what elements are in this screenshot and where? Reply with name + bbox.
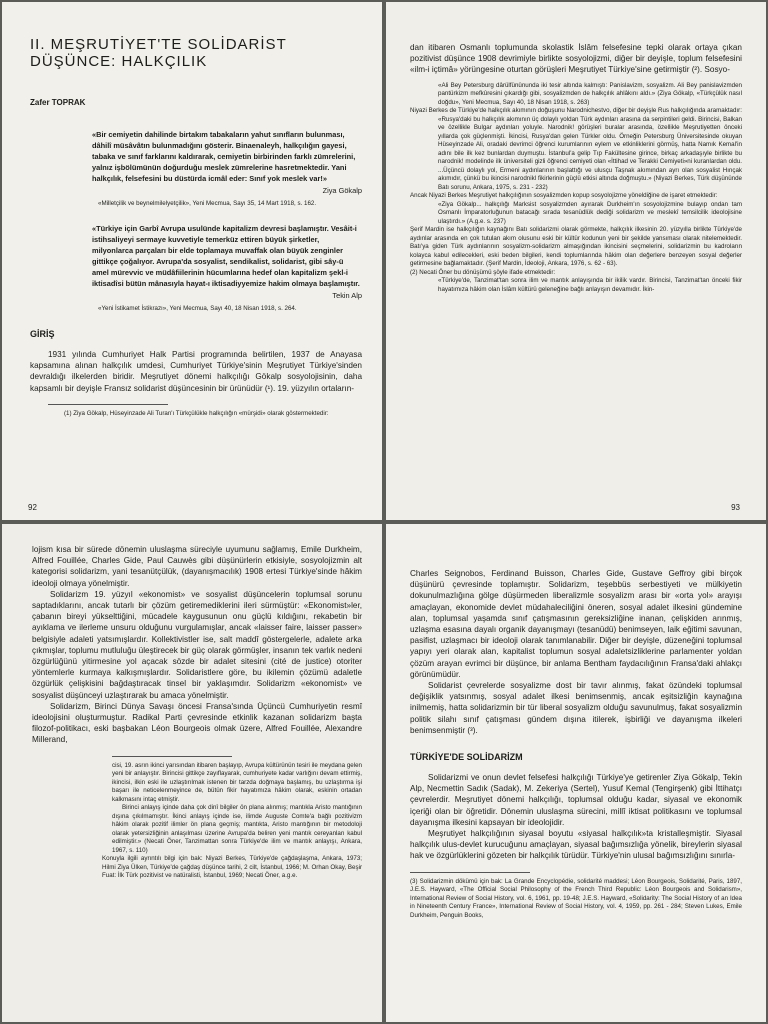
epigraph-2 (92, 223, 362, 314)
paragraph-3: Solidarizm, Birinci Dünya Savaşı öncesi Fransa'sında Üçüncü Cumhuriyetin resmî ideolojisini oluşturmuştur. Radikal Parti çevresinde etkinlik kazanan solidarizm başta filozof-politikacı, eski başbakan Léon Bourgeois olmak üzere, Alfred Fouillée, Alexandre Millerand, (32, 701, 362, 745)
epigraph-1-author: Ziya Gökalp (322, 186, 362, 195)
page-number-93: 93 (731, 503, 740, 512)
section-heading-turkiyede-solidarizm: TÜRKİYE'DE SOLİDARİZM (410, 752, 523, 763)
page-number-92: 92 (28, 503, 37, 512)
footnote-2-cont-b: Birinci anlayış içinde daha çok dinî bilgiler ön plana alınmış; mantıkla Aristo mantığının dışına çıkılmamıştır. İkinci anlayış içinde ise, ilimde Auguste Comte'a bağlı pozitivizm hâkim olarak pozitif ilimler ön plana geçmiş; mantıkta, Aristo mantığının bir metodoloji olarak yetersizliğinin anlaşılması üzerine Avrupa'da beliren yeni mantık cereyanları kabul edilmiştir.» (Necati Öner, Tanzimattan sonra Türkiye'de ilim ve mantık anlayışı, Ankara, 1967, s. 110) (112, 804, 362, 854)
chapter-title-line-2: DÜŞÜNCE: HALKÇILIK (30, 53, 208, 70)
epigraph-2-source: «Yeni İstikamet İstikrazı», Yeni Mecmua, Sayı 40, 18 Nisan 1918, s. 264. (98, 304, 297, 312)
intro-paragraph: 1931 yılında Cumhuriyet Halk Partisi programında belirtilen, 1937 de Anayasa kapsamına alınan halkçılık umdesi, Cumhuriyet Türkiye'sinin Meşrutiyet Türkiye'sinden devraldığı ilkelerden biridir. Meşrutiyet dönemi halkçılığı Gökalp sosyolojisinin, daha kapsamlı bir deyişle Fransız solidarist düşüncesinin bir ürünüdür (¹). 19. yüzyılın ortaların- (30, 350, 362, 393)
page-95 (386, 524, 766, 1022)
footnote-2-cont-a: cisi, 19. asrın ikinci yarısından itibaren başlayıp, Avrupa kültürünün tesiri ile meydana gelen yeni bir anlayıştır. Birincisi gittikçe zayıflayarak, cumhuriyete kadar varlığını devam ettirmiş, ikincisi, ilkin eski ile uzlaştırılmak istenen bir tarzda doğmaya başlamış, bu uzlaştırma işi başarı ile neticelenmeyince de, bütün fikir hayatımıza hâkim olarak, eskinin ortadan kalkmasını intaç etmiştir. (112, 761, 362, 803)
paragraph-1: lojism kısa bir sürede dönemin uluslaşma süreciyle uyumunu sağlamış, Emile Durkheim, Alfred Fouillée, Charles Gide, Paul Cauwès gibi düşünürlerin etkisiyle, sosyolojizmin alt kategorisi solidarizm, yani tesanütçülük, (dayanışmacılık) 1908 ertesi Türkiye'sinde hâkim ideoloji olmaya yönelmiştir. (32, 545, 362, 588)
chapter-title-line-1: II. MEŞRUTİYET'TE SOLİDARİST (30, 36, 287, 53)
footnote-1-cont-a: «Ali Bey Petersburg dârülfünûnunda iki tesir altında kalmıştı: Panislavizm, sosyalizm. Ali Bey panislavizmden pantürkizm mefkûresini çıkardığı gibi, sosyalizmden de halkçılık ahlâkını aldı.» (Ziya Gökalp, «Türkçülük nasıl doğdu», Yeni Mecmua, Sayı 40, 18 Nisan 1918, s. 263) (438, 81, 742, 106)
page-94 (2, 524, 382, 1022)
footnote-divider (48, 404, 168, 405)
footnote-1-cont-c: «Rusya'daki bu halkçılık akımının üç dolaylı yoldan Türk aydınları arasına da serpintileri geldi. Birincisi, Balkan ve özellikle Bulgar aydınları yoluyle. Narodnik! görüşleri buralar arasında, özellikle Meşrutiyetten önceki yıllarda çok güçlenmişti. İkincisi, Rusya'dan gelen Türkler oldu. Örneğin Petersburg Üniversitesinde okuyan Hüseyinzade Ali, oradaki devrimci öğrenci kurumlarının eylem ve etkinliklerini görmüş, hatta Namık Kemal'in adını bile ilk kez bunlardan duymuştu. İstanbul'a gelip Tıp Fakültesine girince, birkaç arkadaşıyle birlikte bu narodnik! modelinde ilk üniversiteli gizli öğrenci cemiyeti olan «İttihad ve Terakki Cemiyeti»ni kuranlardan oldu. ...Üçüncü dolaylı yol, Ermeni aydınlarının başlattığı ve ulusçu Taşnak akımından ayrı olan sosyalist Hınçak akımıdır, çünkü bu ikincisi narodnikl fikirlerinin güçlü etkisi altında doğmuştu.» (Niyazi Berkes, Türk düşününde Batı sorunu, Ankara, 1975, s. 231 - 232) (438, 115, 742, 191)
paragraph-3: Solidarizmi ve onun devlet felsefesi halkçılığı Türkiye'ye getirenler Ziya Gökalp, Tekin Alp, Necmettin Sadık (Sadak), M. Zekeriya (Sertel), Yusuf Kemal (Tengirşenk) gibi İttihatçı çevrelerdir. Meşrutiyet dönemi halkçılığı, toplumsal olduğu kadar, siyasal ve ekonomik içeriği olan bir öğretidir. Dönemin uluslaşma sürecini, millî iktisat politikasını ve toplumsal dayanışma ilkesini kapsayan bir ideolojidir. (410, 773, 742, 827)
epigraph-2-author: Tekin Alp (332, 290, 362, 300)
footnote-2-cont-c: Konuyla ilgili ayrıntılı bilgi için bak: Niyazi Berkes, Türkiye'de çağdaşlaşma, Ankara, 1973; Hilmi Ziya Ülken, Türkiye'de çağdaş düşünce tarihi, 2 cilt, İstanbul, 1966; M. Orhan Okay, Beşir Fuat: İlk Türk pozitivist ve natüralisti, İstanbul, 1969; Necati Öner, a.g.e. (102, 855, 362, 880)
footnote-2-a: (2) Necati Öner bu dönüşümü şöyle ifade etmektedir: (410, 268, 556, 276)
paragraph-4: Meşrutiyet halkçılığının siyasal boyutu «siyasal halkçılık»ta kristalleşmiştir. Siyasal halkçılık ulus-devlet kurucuğunu amaçlayan, siyasal bağımsızlığa yönelik, bireylerin siyasal hak ve özgürlüklerini gözeten bir halkçılık türüdür. Türkiye'nin ulusal bağımsızlığını sınırla- (410, 829, 742, 861)
footnote-divider (410, 872, 530, 873)
chapter-title (30, 36, 362, 70)
section-heading-giris: GİRİŞ (30, 329, 55, 339)
footnote-1-cont-e: «Ziya Gökalp... halkçılığı Marksist sosyalizmden ayırarak Durkheim'ın sosyolojizmine bulayıp ondan tam Osmanlı İmparatorluğunun batacağı sırada tesanüdlük dediği solidarizm ve meslekî temsilcilik ideolojisine ulaştırdı.» (A.g.e. s. 237) (438, 200, 742, 225)
author: Zafer TOPRAK (30, 98, 86, 107)
paragraph-2: Solidarizm 19. yüzyıl «ekonomist» ve sosyalist düşüncelerin toplumsal sorunu saptadıklarını, ancak tutarlı bir çözüm getiremediklerini ileri sürmüştür: «Ekonomist»ler, çabanın bireyi yükselttiğini, mücadele kaygusunun onu güçlü kıldığını, rekabetin bir ayıklama ve ilerleme unsuru olduğunu vurgulamışlar, ancak «laisser faire, laisser passer» belgisiyle adaleti yatsımışlardır. Kollektivistler ise, salt maddî göstergelerle, adalete arka çıkmışlar, toplumu mutluluğu üleştirecek bir güç olarak görmüşler, insanın tek varlık nedeni özgürlüğünü yitirmesine yol açacak sözde bir adalet sitesini (cité de justice) otoriter yöntemlerle kurmaya kalkışmışlardır. Solidaristlere göre, bu ikilemin çözümü adaletle özgürlük çelişkisini bağdaştıracak tinsel bir yaklaşımdır. Solidarizm «ekonomist» ve sosyalist düşünceyi uzlaştırarak bu amaca yönelmiştir. (32, 589, 362, 700)
epigraph-2-quote: «Türkiye için Garbî Avrupa usulünde kapitalizm devresi başlamıştır. Vesâit-i istihsaliyeyi sermaye kuvvetiyle temerküz ettiren büyük şirketler, milyonlarca parçaları bir elde toplamaya muvaffak olan büyük zenginler gittikçe çoğalıyor. Avrupa'da sosyalist, sendikalist, solidarist, gibi sây-ü amel mürevvic ve müdâfiilerinin hücumlarına hedef olan kapitalizm şekl-i iktisadîsi bütün mânasıyla hayat-ı iktisadiyyemize hakim olmaya başlamıştır. (92, 223, 360, 288)
paragraph-2: Solidarist çevrelerde sosyalizme dost bir tavır alınmış, fakat özündeki toplumsal değişiklik yatsınmış, sosyal adalet ilkesi benimsenmiş, ancak eşitsizliğin kaynağına inilmemiş, hatta solidarizmin bir tür liberal sosyalizm olduğu savunulmuş, fakat sosyalizmin politik silahı sınıf çatışması gündem dışına itilerek, işbirliği ve dayanışma ilkeleri benimsenmiştir (³). (410, 681, 742, 735)
footnote-1-cont-d: Ancak Niyazi Berkes Meşrutiyet halkçılığının sosyalizmden kopup sosyolojizme yöneldiğine de işaret etmektedir: (410, 192, 718, 200)
paragraph-1: Charles Seignobos, Ferdinand Buisson, Charles Gide, Gustave Geffroy gibi birçok düşünürü çevresinde toplamıştır. Solidarizm, teşebbüs serbestiyeti ve mülkiyetin dokunulmazlığına gölge düşürmeden liberalizmle sosyalizm arası bir «orta yol» arayışı amaçlayan, ekonomide devlet müdahaleciliğini öneren, sosyal adalet ilkesini gündemine alan, toplumsal yaşamda sınıf çatışmasının gereksizliğine inanan, çelişkiden arınmış, uzlaşma esasına dayalı organik dayanışmayı (tesanüdü) benimseyen, laik eğitimi savunan, pasifist, uzlaşmacı bir ideoloji olarak tanımlanabilir. Diğer bir deyişle, düzeneğini toplumsal yapıyı yeri olarak alan, kapitalist toplumun sosyal adaletsizliklerine parlamenter yoldan çözüm arayan evrimci bir düşünce, bir anlama Bentham faydacılığının Fransa'daki ahlakçı görünümüdür. (410, 569, 742, 679)
footnote-2-b: «Türkiye'de, Tanzimat'tan sonra ilim ve mantık anlayışında bir ikilik vardır. Birincisi, Tanzimat'tan önceki fikir hayatımıza hâkim olan İslâm kültürü geleneğine bağlı anlayışın devamıdır. İkin- (438, 277, 742, 293)
footnote-1-cont-b: Niyazi Berkes de Türkiye'de halkçılık akımının doğuşunu Narodnichestvo, diğer bir deyişle Rus halkçılığında aramaktadır: (410, 107, 742, 115)
continuation-paragraph: dan itibaren Osmanlı toplumunda skolastik İslâm felsefesine tepki olarak ortaya çıkan pozitivist düşünce 1908 devrimiyle birlikte sosyolojizmi, diğer bir deyişle, toplum felsefesini «ilm-i içtimâ» yörüngesine oturtan görüşleri Meşrutiyet Türkiye'sine getirmiştir (²). Sosyo- (410, 43, 742, 75)
footnote-1: (1) Ziya Gökalp, Hüseyinzade Ali Turan'ı Türkçülükle halkçılığın «mürşidi» olarak göstermektedir: (64, 409, 329, 417)
footnote-1-cont-f: Şerif Mardin ise halkçılığın kaynağını Batı solidarizmi olarak görmekte, halkçılık ilkesinin 20. yüzyılla birlikte Türkiye'de aydınlar arasında en çok tutulan akım olusunu eski bir kültür kodunun yeni bir şekilde yansıması olarak nitelemektedir. Batı'ya giden Türk aydınlarının sosyalizm-solidarizm almaşığından ikincisini seçmelerini, solidarizmin bu kadroların kolayca kabul edilecekleri, eski beden bilgileri, kendi toplumlarında hâkim olan değerlere benzeyen sosyal değerler getirmesine bağlamaktadır. (Şerif Mardin, İdeoloji, Ankara, 1976, s. 62 - 63). (410, 226, 742, 268)
footnote-3: (3) Solidarizmin dökümü için bak: La Grande Encyclopédie, solidarité maddesi; Léon Bourgeois, Solidarité, Paris, 1897, J.E.S. Hayward, «The Official Social Philosophy of the French Third Republic: Léon Bourgeois and Solidarism», International Review of Social History, vol. 6, 1961, pp. 19-48; J.E.S. Hayward, «Solidarity: The Social History of an Idea in Nineteenth Century France», International Review of Social History, vol. 4, 1959, pp. 261 - 284; Steven Lukes, Emile Durkheim, Penguin Books, (410, 877, 742, 919)
footnote-divider (112, 756, 232, 757)
epigraph-1 (92, 129, 362, 209)
epigraph-1-quote: «Bir cemiyetin dahilinde birtakım tabakaların yahut sınıfların bulunması, dâhilî müsâvâtın bulunmadığını gösterir. Binaenaleyh, halkçılığın gayesi, tabaka ve sınıf farklarını kaldırarak, cemiyetin birbirinden farklı zümrelerini, yalnız işbölümünün doğurduğu meslek zümrelerine hasretmektedir. Yani halkçılık, felsefesini bu düstürda icmâl eder: Sınıf yok meslek var!» (92, 130, 356, 183)
page-92 (2, 2, 382, 520)
epigraph-1-source: «Milletçilik ve beynelmilelyetçilik», Yeni Mecmua, Sayı 35, 14 Mart 1918, s. 162. (98, 200, 317, 207)
page-93 (386, 2, 766, 520)
